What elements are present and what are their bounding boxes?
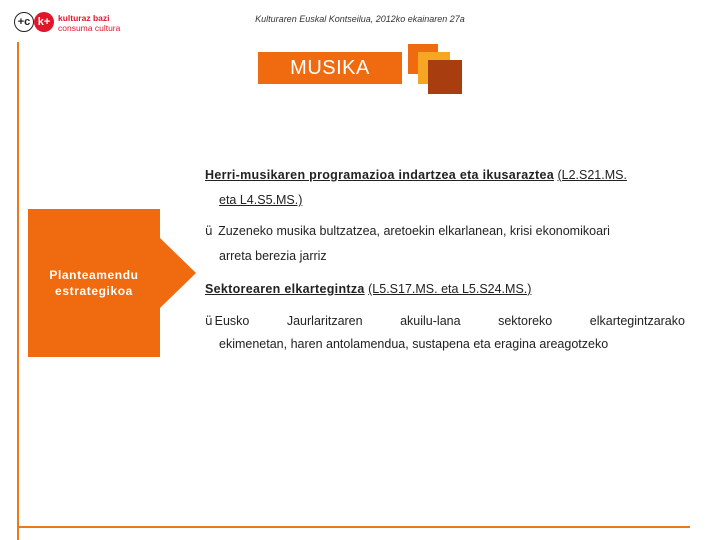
arrow-right-icon — [160, 238, 196, 308]
logo — [14, 10, 134, 36]
item2-heading: Sektorearen elkartegintza — [205, 282, 365, 296]
checkmark-icon: ü — [205, 224, 213, 238]
decorative-square-3 — [428, 60, 462, 94]
logo-line-2: consuma cultura — [58, 23, 121, 33]
item2-word-eusko: Eusko — [214, 314, 250, 328]
item1-ref-a: (L2.S21.MS. — [557, 168, 627, 182]
item2-word-sektoreko: sektoreko — [498, 314, 553, 328]
item1-heading: Herri-musikaren programazioa indartzea eta ikusaraztea — [205, 168, 554, 182]
logo-symbol-right: k+ — [34, 12, 54, 32]
item2-bullet-text-2: ekimenetan, haren antolamendua, sustapena eta eragina areagotzeko — [219, 337, 609, 351]
logo-line-1: kulturaz bazi — [58, 13, 110, 23]
checkmark-icon: ü — [205, 314, 213, 328]
left-divider — [17, 42, 19, 540]
item1-bullet-line-1 — [205, 224, 610, 238]
item2-bullet-word-1 — [205, 314, 249, 328]
item2-heading-line — [205, 282, 531, 296]
item2-bullet-line-1 — [205, 314, 685, 328]
item2-word-elkartegintzarako: elkartegintzarako — [589, 314, 685, 328]
item2-ref: (L5.S17.MS. eta L5.S24.MS.) — [368, 282, 532, 296]
header-caption: Kulturaren Euskal Kontseilua, 2012ko ekainaren 27a — [255, 14, 465, 24]
bottom-divider — [17, 526, 690, 528]
strategy-label: Planteamendu estrategikoa — [28, 209, 160, 357]
item1-ref-b: eta L4.S5.MS.) — [219, 193, 303, 207]
item2-word-jaurlaritzaren: Jaurlaritzaren — [286, 314, 363, 328]
item1-bullet-text-1: Zuzeneko musika bultzatzea, aretoekin elkarlanean, krisi ekonomikoari — [218, 224, 610, 238]
item1-heading-line — [205, 168, 627, 182]
logo-symbol-left: +c — [14, 12, 34, 32]
logo-wordmark — [58, 13, 120, 33]
item1-bullet-text-2: arreta berezia jarriz — [219, 249, 327, 263]
section-title: MUSIKA — [258, 52, 402, 84]
item1-ref-line — [219, 193, 302, 207]
item2-word-akuilu-lana: akuilu-lana — [400, 314, 461, 328]
